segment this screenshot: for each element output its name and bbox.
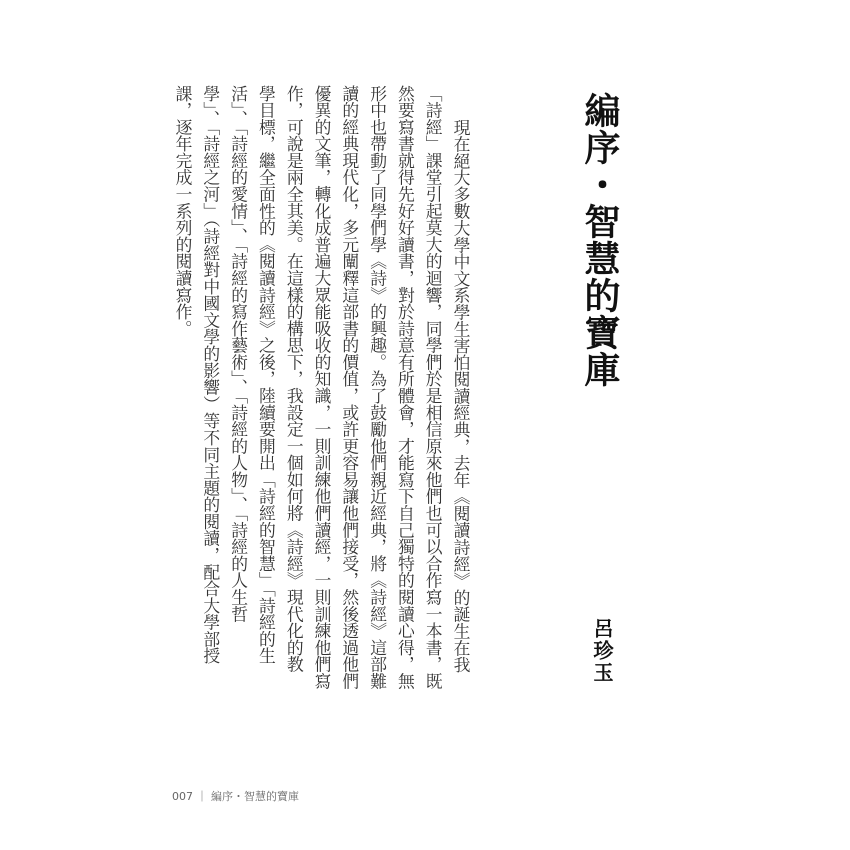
text-column: 「詩經」課堂引起莫大的迴響，同學們於是相信原來他們也可以合作寫一本書，既 [423,85,444,690]
text-column: 作，可說是兩全其美。在這樣的構思下，我設定一個如何將《詩經》現代化的教 [284,85,305,673]
text-column: 讀的經典現代化，多元闡釋這部書的價值，或許更容易讓他們接受，然後透過他們 [339,85,360,690]
page-title: 編序・智慧的寶庫 [579,92,621,388]
text-column: 課，逐年完成一系列的閱讀寫作。 [173,85,194,337]
footer-separator: ｜ [196,790,208,803]
text-column: 學目標，繼全面性的《閱讀詩經》之後，陸續要開出「詩經的智慧」「詩經的生 [256,85,277,665]
text-column: 學」、「詩經之河」（詩經對中國文學的影響）等不同主題的閱讀，配合大學部授 [200,85,221,665]
text-column: 形中也帶動了同學們學《詩》的興趣。為了鼓勵他們親近經典，將《詩經》這部難 [367,85,388,690]
page-number: 007 [172,790,193,803]
text-column: 然要寫書就得先好好讀書，對於詩意有所體會，才能寫下自己獨特的閱讀心得，無 [395,85,416,690]
running-title: 編序・智慧的寶庫 [211,790,299,803]
text-column: 優異的文筆，轉化成普遍大眾能吸收的知識，一則訓練他們讀經，一則訓練他們寫 [312,85,333,690]
author-name: 呂珍玉 [590,618,614,684]
text-column: 活」、「詩經的愛情」、「詩經的寫作藝術」、「詩經的人物」、「詩經的人生哲 [228,85,249,623]
body-text [168,85,474,689]
text-column: 現在絕大多數大學中文系學生害怕閱讀經典，去年《閱讀詩經》的誕生在我 [451,119,471,674]
page-footer [172,788,299,804]
